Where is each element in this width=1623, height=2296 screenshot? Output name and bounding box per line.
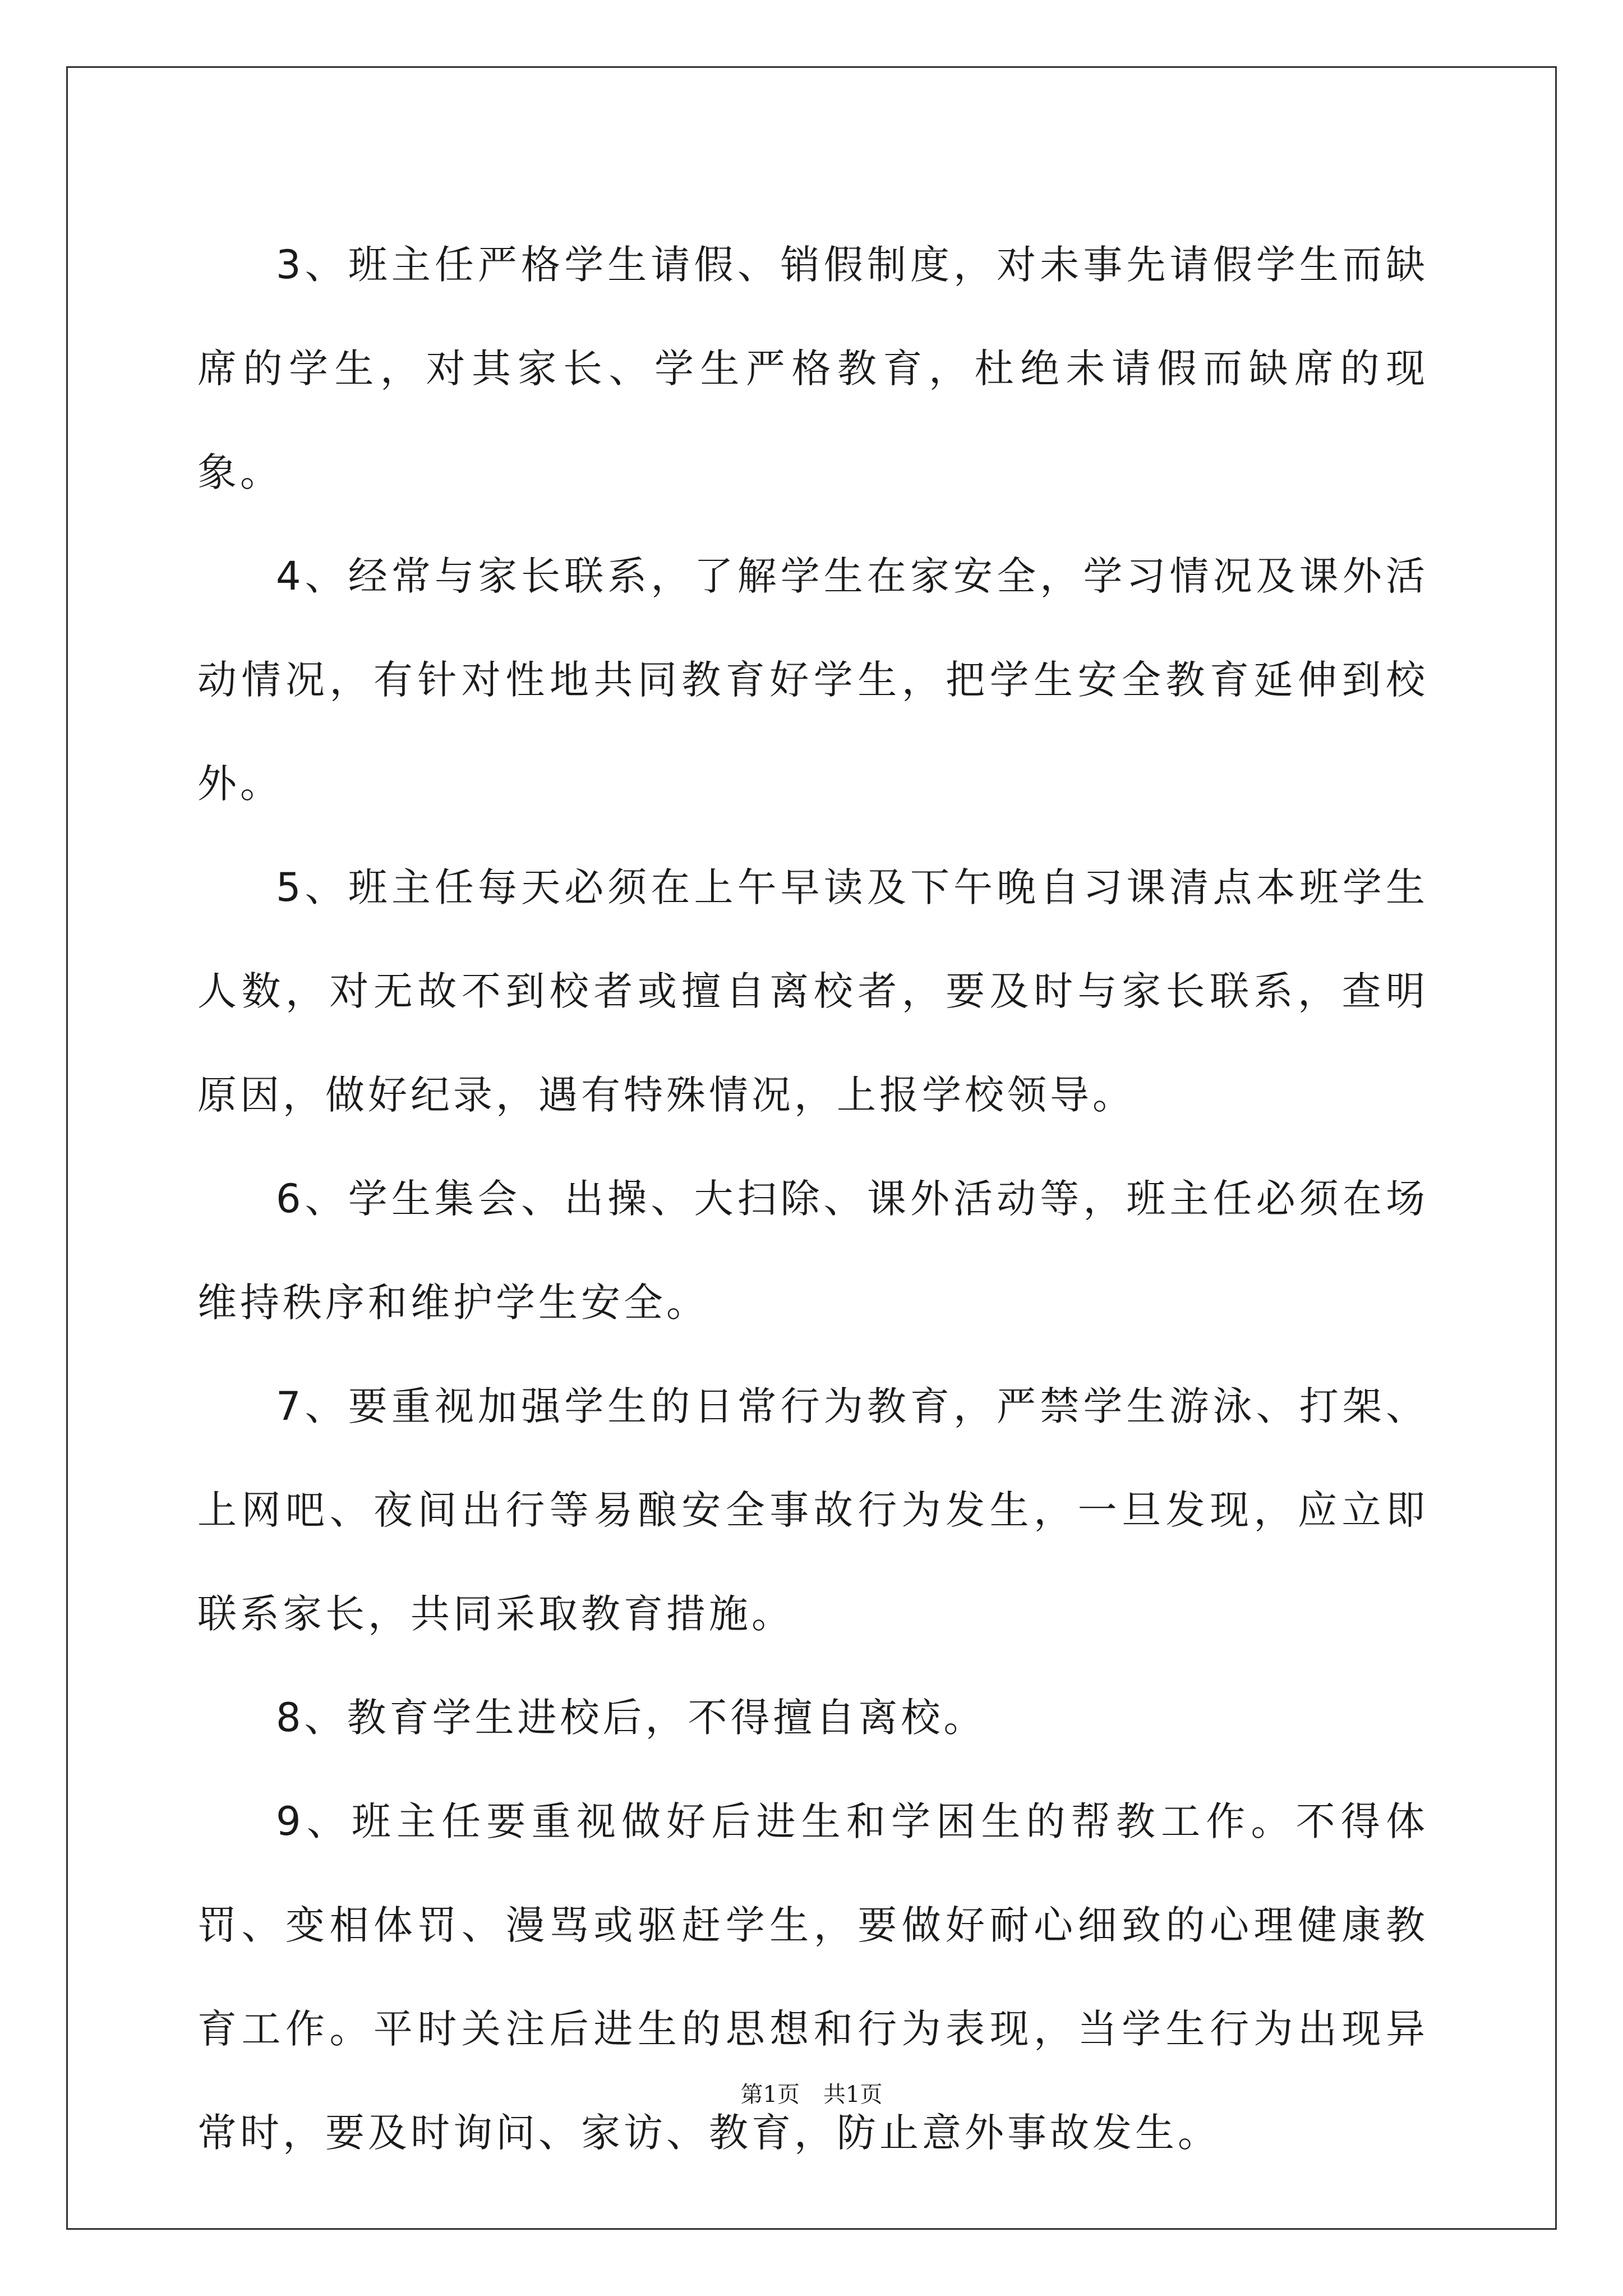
paragraph-7: 7、要重视加强学生的日常行为教育，严禁学生游泳、打架、上网吧、夜间出行等易酿安全事故行为发生，一旦发现，应立即联系家长，共同采取教育措施。 [197, 1383, 1428, 1637]
paragraph-5: 5、班主任每天必须在上午早读及下午晚自习课清点本班学生人数，对无故不到校者或擅自离校者，要及时与家长联系，查明原因，做好纪录，遇有特殊情况，上报学校领导。 [197, 864, 1428, 1118]
paragraph-4: 4、经常与家长联系，了解学生在家安全，学习情况及课外活动情况，有针对性地共同教育好学生，把学生安全教育延伸到校外。 [197, 553, 1428, 807]
document-body [197, 213, 1428, 2185]
paragraph-3: 3、班主任严格学生请假、销假制度，对未事先请假学生而缺席的学生，对其家长、学生严格教育，杜绝未请假而缺席的现象。 [197, 242, 1428, 495]
page-number: 第1页 [740, 2082, 800, 2108]
page-footer [0, 2079, 1623, 2110]
page-total: 共1页 [823, 2082, 883, 2108]
paragraph-8: 8、教育学生进校后，不得擅自离校。 [276, 1695, 986, 1741]
paragraph-9: 9、班主任要重视做好后进生和学困生的帮教工作。不得体罚、变相体罚、漫骂或驱赶学生，要做好耐心细致的心理健康教育工作。平时关注后进生的思想和行为表现，当学生行为出现异常时，要及时询问、家访、教育，防止意外事故发生。 [197, 1798, 1428, 2156]
paragraph-6: 6、学生集会、出操、大扫除、课外活动等，班主任必须在场维持秩序和维护学生安全。 [197, 1176, 1428, 1326]
